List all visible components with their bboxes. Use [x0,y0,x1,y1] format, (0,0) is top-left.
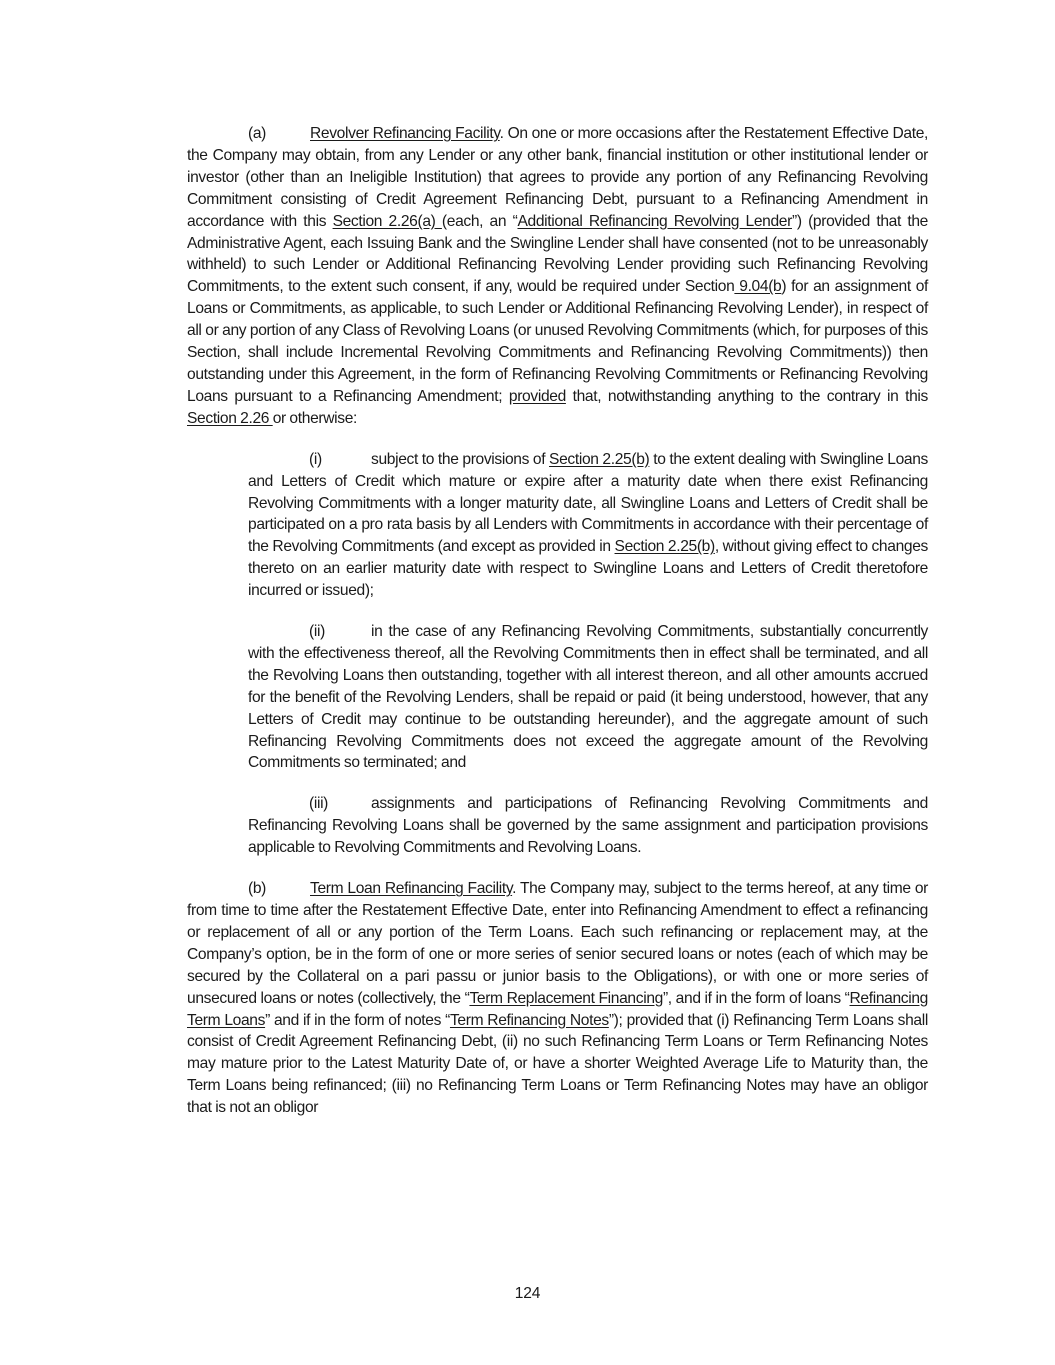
provided-term: provided [508,387,566,405]
paragraph-a-text-5: that, notwithstanding anything to the contrary in this [565,387,928,405]
paragraph-label-b: (b) [248,880,267,898]
paragraph-b-text-2: ”, and if in the form of loans “ [662,989,850,1007]
paragraph-b-text-3: ” and if in the form of notes “ [265,1011,450,1029]
cross-ref-section-9-04b: 9.04(b [734,278,782,296]
paragraph-label-iii: (iii) [309,795,329,813]
paragraph-a-text-6: or otherwise: [272,409,358,427]
paragraph-a-text-2: (each, an “ [441,212,518,230]
paragraph-ii-text: in the case of any Refinancing Revolving Commitments, substantially concurrently with the effectiveness thereof, all the Revolving Commitments then in effect shall be terminated, and all the Revolving Loans then outstanding, together with all interest thereon, and all other amounts accrued for the benefit of the Revolving Lenders, shall be repaid or paid (it being understood, however, that any Letters of Credit may continue to be outstanding hereunder), and the aggregate amount of such Refinancing Revolving Commitments does not exceed the aggregate amount of the Revolving Commitments so terminated; and [248,623,928,772]
heading-revolver-refinancing-facility: Revolver Refinancing Facility [310,125,500,142]
defined-term-refinancing-term-loans: Refinancing Term Loans [187,989,929,1029]
paragraph-b-text-4: ”); provided that (i) Refinancing Term Loans shall consist of Credit Agreement Refinancing Debt, (ii) no such Refinancing Term Loans or Term Refinancing Notes may mature prior to the Latest Maturity Date of, or have a shorter Weighted Average Life to Maturity than, the Term Loans being refinanced; (iii) no Refinancing Term Loans or Term Refinancing Notes may have an obligor that is not an obligor [187,1011,928,1117]
paragraph-a-text-3: ”) (provided that the Administrative Agent, each Issuing Bank and the Swingline Lender shall have consented (not to be unreasonably withheld) to such Lender or Additional Refinancing Revolving Lender providing such Refinancing Revolving Commitments, to the extent such consent, if any, would be required under Section [187,212,928,296]
paragraph-label-ii: (ii) [309,623,325,641]
paragraph-label-i: (i) [309,450,322,468]
page-number: 124 [514,1285,541,1302]
paragraph-label-a: (a) [248,125,267,142]
paragraph-b [187,878,928,1119]
heading-term-loan-refinancing-facility: Term Loan Refinancing Facility [310,880,513,898]
paragraph-b-text-1: . The Company may, subject to the terms hereof, at any time or from time to time after the Restatement Effective Date, enter into Refinancing Amendment to effect a refinancing or replacement of all or any portion of the Term Loans. Each such refinancing or replacement may, at the Company’s option, be in the form of one or more series of senior secured loans or notes (each of which may be secured by the Collateral on a pari passu or junior basis to the Obligations), or with one or more series of unsecured loans or notes (collectively, the “ [187,880,928,1007]
paragraph-a-text-1: . On one or more occasions after the Restatement Effective Date, the Company may obtain, from any Lender or any other bank, financial institution or other institutional lender or investor (other than an Ineligible Institution) that agrees to provide any portion of any Refinancing Revolving Commitment consisting of Credit Agreement Refinancing Debt, pursuant to a Refinancing Amendment in accordance with this [187,125,928,230]
paragraph-iii-text: assignments and participations of Refinancing Revolving Commitments and Refinancing Revolving Loans shall be governed by the same assignment and participation provisions applicable to Revolving Commitments and Revolving Loans. [248,795,928,857]
paragraph-i-text-2: to the extent dealing with Swingline Loans and Letters of Credit which mature or expire after a maturity date when there exist Refinancing Revolving Commitments with a longer maturity date, all Swingline Loans and Letters of Credit shall be participated on a pro rata basis by all Lenders with Commitments in accordance with their percentage of the Revolving Commitments (and except as provided in [248,450,928,556]
paragraph-i-text-3: , without giving effect to changes thereto on an earlier maturity date with respect to Swingline Loans and Letters of Credit theretofore incurred or issued); [248,538,928,600]
cross-ref-section-2-26a: Section 2.26(a) [332,212,442,230]
paragraph-a [187,123,928,430]
cross-ref-section-2-25b-second: Section 2.25(b) [614,538,715,556]
paragraph-ii [248,621,928,774]
document-page [187,123,928,1138]
defined-term-additional-refinancing-revolving-lender: Additional Refinancing Revolving Lender [517,212,792,230]
paragraph-i [248,449,928,602]
cross-ref-section-2-25b-first: Section 2.25(b) [549,450,650,468]
paragraph-i-text-1: subject to the provisions of [371,450,550,468]
defined-term-term-replacement-financing: Term Replacement Financing [469,989,663,1007]
defined-term-term-refinancing-notes: Term Refinancing Notes [449,1011,609,1029]
paragraph-a-text-4: ) for an assignment of Loans or Commitments, as applicable, to such Lender or Additional Refinancing Revolving Lender), in respect of all or any portion of any Class of Revolving Loans (or unused Revolving Commitments (which, for purposes of this Section, shall include Incremental Revolving Commitments and Refinancing Revolving Commitments)) then outstanding under this Agreement, in the form of Refinancing Revolving Commitments or Refinancing Revolving Loans pursuant to a Refinancing Amendment; [187,278,928,405]
paragraph-iii [248,793,928,859]
cross-ref-section-2-26: Section 2.26 [187,409,273,427]
